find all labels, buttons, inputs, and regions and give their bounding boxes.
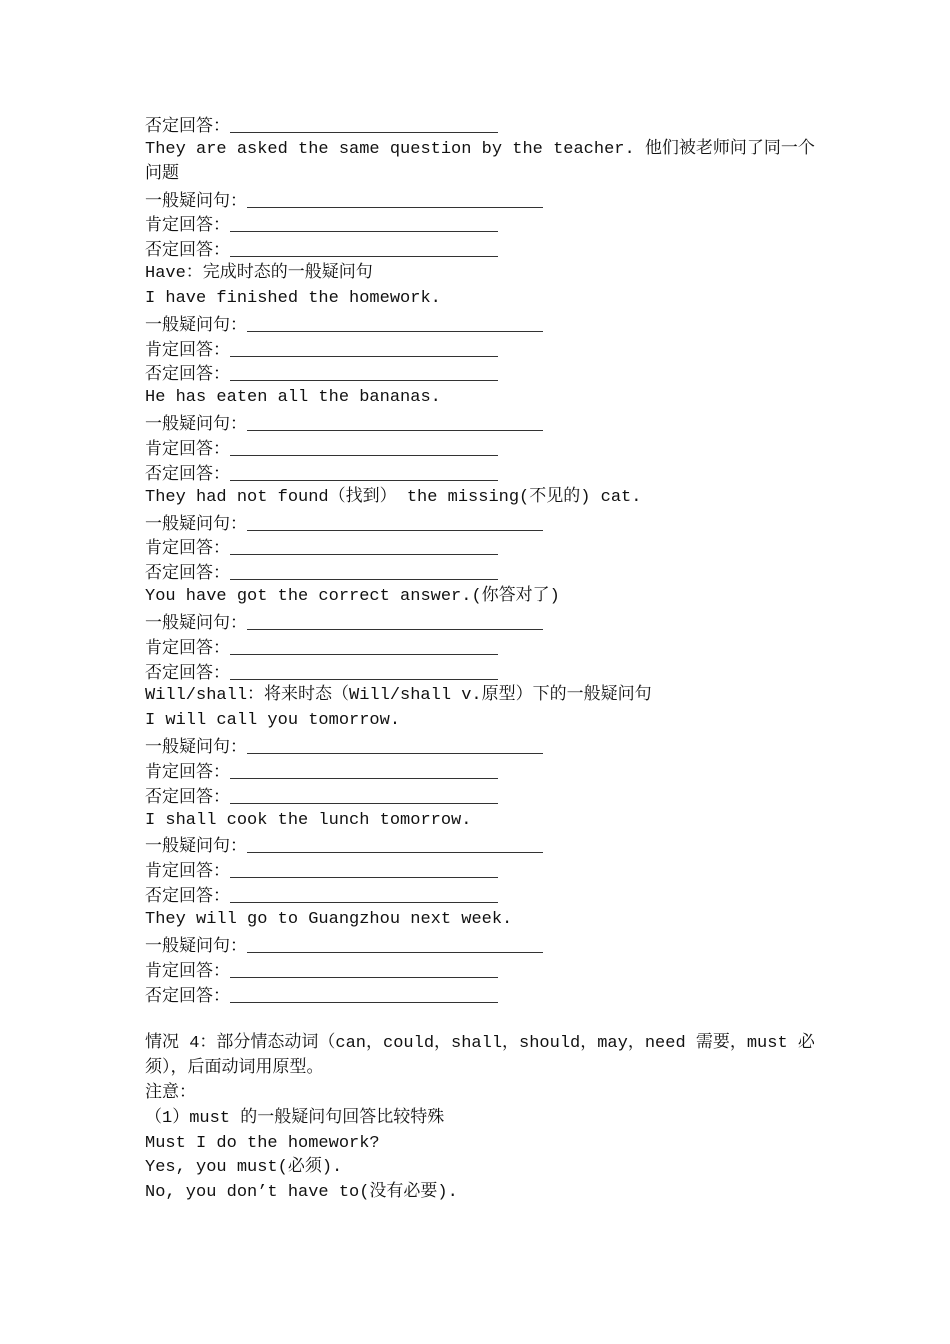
answer-label: 否定回答： bbox=[145, 242, 230, 262]
text-line: I will call you tomorrow. bbox=[145, 711, 401, 731]
answer-line bbox=[145, 361, 825, 386]
answer-label: 否定回答： bbox=[145, 987, 230, 1007]
answer-label: 肯定回答： bbox=[145, 217, 230, 237]
answer-blank[interactable] bbox=[247, 314, 543, 332]
question-line bbox=[145, 833, 825, 858]
answer-line bbox=[145, 784, 825, 809]
question-line bbox=[145, 411, 825, 436]
answer-line bbox=[145, 883, 825, 908]
text-line: I have finished the homework. bbox=[145, 288, 441, 308]
blank-line bbox=[145, 1007, 825, 1032]
answer-line bbox=[145, 958, 825, 983]
answer-label: 肯定回答： bbox=[145, 341, 230, 361]
answer-blank[interactable] bbox=[230, 985, 498, 1003]
answer-label: 否定回答： bbox=[145, 664, 230, 684]
answer-blank[interactable] bbox=[230, 637, 498, 655]
answer-blank[interactable] bbox=[230, 339, 498, 357]
answer-label: 否定回答： bbox=[145, 465, 230, 485]
answer-blank[interactable] bbox=[230, 885, 498, 903]
question-line bbox=[145, 188, 825, 213]
answer-label: 肯定回答： bbox=[145, 962, 230, 982]
text-line: 情况 4：部分情态动词（can，could，shall，should，may，need 需要，must 必须），后面动词用原型。 bbox=[145, 1034, 815, 1079]
text-line: They are asked the same question by the teacher. 他们被老师问了同一个问题 bbox=[145, 139, 815, 184]
answer-blank[interactable] bbox=[247, 413, 543, 431]
question-line bbox=[145, 734, 825, 759]
document-body bbox=[145, 113, 825, 1206]
answer-line bbox=[145, 113, 825, 138]
answer-label: 肯定回答： bbox=[145, 540, 230, 560]
answer-blank[interactable] bbox=[230, 786, 498, 804]
question-line bbox=[145, 312, 825, 337]
question-label: 一般疑问句： bbox=[145, 838, 247, 858]
answer-line bbox=[145, 461, 825, 486]
answer-label: 否定回答： bbox=[145, 118, 230, 137]
answer-blank[interactable] bbox=[247, 612, 543, 630]
answer-label: 否定回答： bbox=[145, 788, 230, 808]
question-label: 一般疑问句： bbox=[145, 739, 247, 759]
answer-blank[interactable] bbox=[230, 860, 498, 878]
question-line bbox=[145, 610, 825, 635]
answer-line bbox=[145, 660, 825, 685]
text-line: They will go to Guangzhou next week. bbox=[145, 910, 513, 929]
answer-label: 肯定回答： bbox=[145, 863, 230, 883]
text-line: They had not found（找到） the missing(不见的) cat. bbox=[145, 487, 642, 507]
answer-line bbox=[145, 212, 825, 237]
answer-line bbox=[145, 759, 825, 784]
text-line: Yes, you must(必须). bbox=[145, 1158, 343, 1178]
answer-blank[interactable] bbox=[230, 960, 498, 978]
question-label: 一般疑问句： bbox=[145, 316, 247, 336]
text-line: No, you don’t have to(没有必要). bbox=[145, 1183, 458, 1203]
answer-blank[interactable] bbox=[230, 537, 498, 555]
answer-blank[interactable] bbox=[247, 935, 543, 953]
answer-label: 肯定回答： bbox=[145, 763, 230, 783]
answer-line bbox=[145, 535, 825, 560]
question-label: 一般疑问句： bbox=[145, 416, 247, 436]
text-line: I shall cook the lunch tomorrow. bbox=[145, 810, 472, 830]
answer-line bbox=[145, 858, 825, 883]
answer-line bbox=[145, 560, 825, 585]
answer-label: 否定回答： bbox=[145, 366, 230, 386]
question-label: 一般疑问句： bbox=[145, 937, 247, 957]
text-line: 注意： bbox=[145, 1083, 196, 1103]
answer-line bbox=[145, 237, 825, 262]
answer-blank[interactable] bbox=[247, 513, 543, 531]
answer-blank[interactable] bbox=[230, 463, 498, 481]
question-line bbox=[145, 933, 825, 958]
answer-line bbox=[145, 436, 825, 461]
answer-blank[interactable] bbox=[247, 736, 543, 754]
answer-blank[interactable] bbox=[230, 761, 498, 779]
answer-line bbox=[145, 635, 825, 660]
question-label: 一般疑问句： bbox=[145, 515, 247, 535]
text-line: He has eaten all the bananas. bbox=[145, 388, 441, 408]
text-line: Must I do the homework? bbox=[145, 1133, 380, 1153]
answer-label: 肯定回答： bbox=[145, 639, 230, 659]
answer-blank[interactable] bbox=[230, 239, 498, 257]
answer-blank[interactable] bbox=[230, 662, 498, 680]
answer-blank[interactable] bbox=[230, 562, 498, 580]
question-label: 一般疑问句： bbox=[145, 614, 247, 634]
answer-label: 否定回答： bbox=[145, 888, 230, 908]
answer-line bbox=[145, 983, 825, 1008]
answer-blank[interactable] bbox=[247, 190, 543, 208]
text-line: Have：完成时态的一般疑问句 bbox=[145, 264, 373, 284]
answer-blank[interactable] bbox=[230, 214, 498, 232]
answer-blank[interactable] bbox=[230, 363, 498, 381]
answer-blank[interactable] bbox=[230, 115, 498, 133]
text-line: Will/shall：将来时态（Will/shall v.原型）下的一般疑问句 bbox=[145, 686, 652, 706]
answer-label: 否定回答： bbox=[145, 565, 230, 585]
answer-label: 肯定回答： bbox=[145, 440, 230, 460]
text-line: （1）must 的一般疑问句回答比较特殊 bbox=[145, 1108, 445, 1128]
question-line bbox=[145, 511, 825, 536]
question-label: 一般疑问句： bbox=[145, 192, 247, 212]
answer-line bbox=[145, 337, 825, 362]
text-line: You have got the correct answer.(你答对了) bbox=[145, 587, 560, 607]
answer-blank[interactable] bbox=[247, 835, 543, 853]
answer-blank[interactable] bbox=[230, 438, 498, 456]
